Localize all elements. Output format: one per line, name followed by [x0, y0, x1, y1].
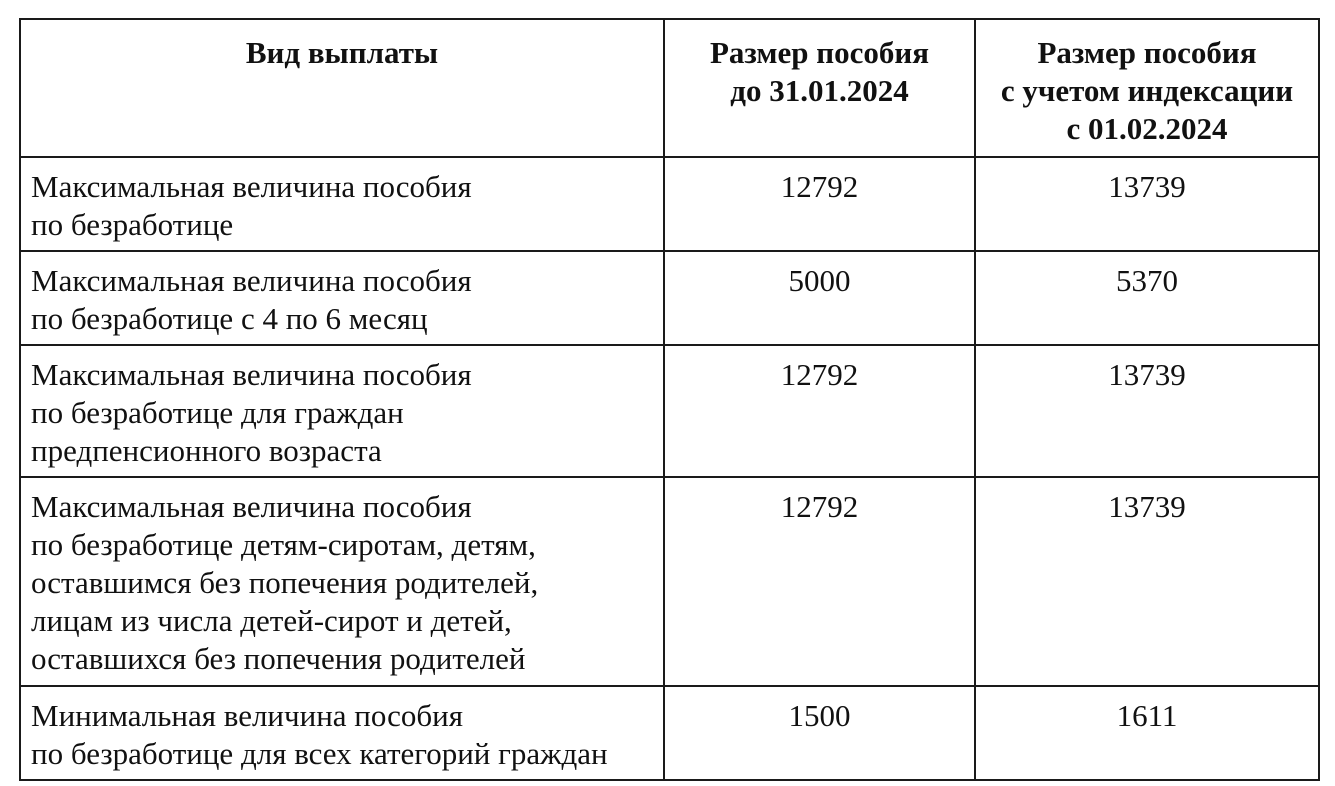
row-label: Максимальная величина пособия по безработице	[20, 157, 664, 251]
row-value-before: 12792	[664, 477, 975, 686]
row-label: Минимальная величина пособия по безработице для всех категорий граждан	[20, 686, 664, 780]
table-row	[20, 251, 1319, 345]
table-row	[20, 345, 1319, 477]
header-amount-before: Размер пособия до 31.01.2024	[664, 19, 975, 157]
header-row	[20, 19, 1319, 157]
row-label: Максимальная величина пособия по безработице детям-сиротам, детям, оставшимся без попечения родителей, лицам из числа детей-сирот и детей, оставшихся без попечения родителей	[20, 477, 664, 686]
row-value-after: 13739	[975, 345, 1319, 477]
row-value-before: 5000	[664, 251, 975, 345]
row-value-after: 13739	[975, 477, 1319, 686]
row-value-after: 13739	[975, 157, 1319, 251]
table-row	[20, 157, 1319, 251]
row-label: Максимальная величина пособия по безработице для граждан предпенсионного возраста	[20, 345, 664, 477]
table-row	[20, 686, 1319, 780]
row-value-before: 12792	[664, 345, 975, 477]
benefits-table	[19, 18, 1320, 781]
header-payment-type: Вид выплаты	[20, 19, 664, 157]
row-value-before: 12792	[664, 157, 975, 251]
row-value-after: 1611	[975, 686, 1319, 780]
row-label: Максимальная величина пособия по безработице с 4 по 6 месяц	[20, 251, 664, 345]
table-row	[20, 477, 1319, 686]
row-value-after: 5370	[975, 251, 1319, 345]
header-amount-after: Размер пособия с учетом индексации с 01.02.2024	[975, 19, 1319, 157]
row-value-before: 1500	[664, 686, 975, 780]
